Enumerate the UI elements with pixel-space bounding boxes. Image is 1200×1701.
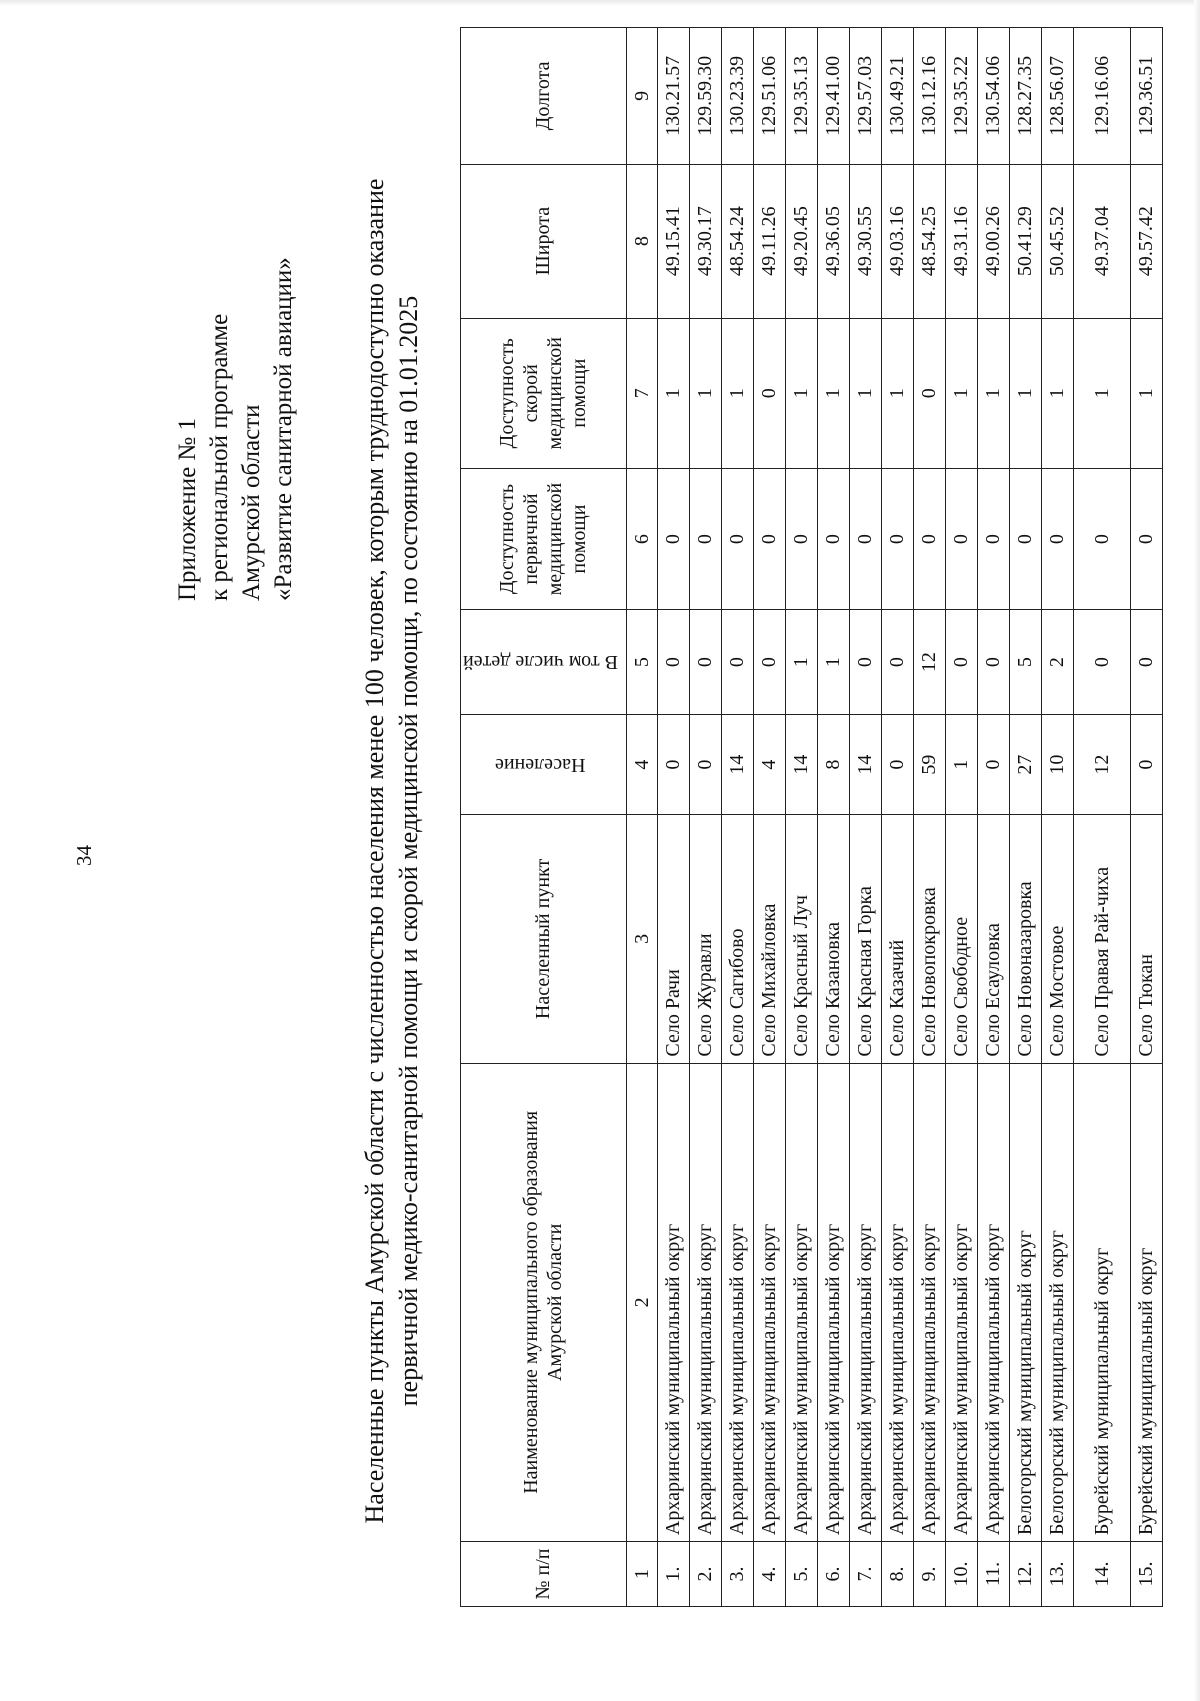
- cell-settlement: Село Михайловка: [753, 815, 785, 1063]
- cell-row-num: 13.: [1041, 1542, 1073, 1607]
- cell-children: 12: [913, 610, 945, 715]
- cell-municipality: Архаринский муниципальный округ: [977, 1063, 1009, 1541]
- cell-settlement: Село Новопокровка: [913, 815, 945, 1063]
- cell-latitude: 49.30.17: [689, 164, 721, 318]
- cell-children: 0: [881, 610, 913, 715]
- cell-latitude: 49.36.05: [817, 164, 849, 318]
- cell-row-num: 1.: [657, 1542, 689, 1607]
- cell-children: 0: [657, 610, 689, 715]
- cell-primary-care: 0: [945, 468, 977, 609]
- cell-children: 5: [1009, 610, 1041, 715]
- title-line-2: первичной медико-санитарной помощи и скорой медицинской помощи, по состоянию на 01.01.2025: [394, 295, 423, 1407]
- cell-population: 0: [881, 715, 913, 815]
- cell-settlement: Село Красный Луч: [785, 815, 817, 1063]
- cell-ambulance: 0: [913, 318, 945, 468]
- cell-population: 1: [945, 715, 977, 815]
- header-num: № п/п: [461, 1542, 627, 1607]
- cell-longitude: 128.56.07: [1041, 28, 1073, 165]
- cell-latitude: 49.03.16: [881, 164, 913, 318]
- column-index-row: [626, 28, 657, 1607]
- cell-municipality: Архаринский муниципальный округ: [849, 1063, 881, 1541]
- cell-settlement: Село Казачий: [881, 815, 913, 1063]
- cell-primary-care: 0: [657, 468, 689, 609]
- page-number: 34: [72, 845, 96, 866]
- appendix-line: к региональной программе: [206, 313, 233, 601]
- cell-municipality: Архаринский муниципальный округ: [657, 1063, 689, 1541]
- cell-population: 4: [753, 715, 785, 815]
- cell-population: 8: [817, 715, 849, 815]
- cell-primary-care: 0: [1009, 468, 1041, 609]
- cell-ambulance: 0: [753, 318, 785, 468]
- cell-longitude: 129.59.30: [689, 28, 721, 165]
- cell-population: 10: [1041, 715, 1073, 815]
- header-settlement: Населенный пункт: [461, 815, 627, 1063]
- cell-longitude: 130.21.57: [657, 28, 689, 165]
- cell-longitude: 128.27.35: [1009, 28, 1041, 165]
- header-longitude: Долгота: [461, 28, 627, 165]
- cell-primary-care: 0: [881, 468, 913, 609]
- index-cell: 6: [626, 468, 657, 609]
- cell-latitude: 49.15.41: [657, 164, 689, 318]
- cell-longitude: 130.23.39: [721, 28, 753, 165]
- cell-longitude: 129.36.51: [1130, 28, 1162, 165]
- settlements-table: [460, 27, 1163, 1607]
- cell-population: 0: [657, 715, 689, 815]
- table-row: [721, 28, 753, 1607]
- table-row: [1073, 28, 1130, 1607]
- cell-ambulance: 1: [785, 318, 817, 468]
- cell-ambulance: 1: [721, 318, 753, 468]
- cell-children: 0: [753, 610, 785, 715]
- cell-population: 14: [849, 715, 881, 815]
- cell-row-num: 3.: [721, 1542, 753, 1607]
- cell-latitude: 49.37.04: [1073, 164, 1130, 318]
- index-cell: 1: [626, 1542, 657, 1607]
- cell-population: 59: [913, 715, 945, 815]
- cell-primary-care: 0: [1041, 468, 1073, 609]
- cell-municipality: Белогорский муниципальный округ: [1041, 1063, 1073, 1541]
- cell-ambulance: 1: [977, 318, 1009, 468]
- header-ambulance: Доступность скорой медицинской помощи: [461, 318, 627, 468]
- cell-municipality: Архаринский муниципальный округ: [945, 1063, 977, 1541]
- cell-longitude: 129.35.22: [945, 28, 977, 165]
- cell-municipality: Бурейский муниципальный округ: [1130, 1063, 1162, 1541]
- cell-latitude: 50.45.52: [1041, 164, 1073, 318]
- cell-row-num: 5.: [785, 1542, 817, 1607]
- table-row: [785, 28, 817, 1607]
- cell-settlement: Село Тюкан: [1130, 815, 1162, 1063]
- table-row: [945, 28, 977, 1607]
- cell-municipality: Архаринский муниципальный округ: [689, 1063, 721, 1541]
- cell-ambulance: 1: [849, 318, 881, 468]
- table-row: [881, 28, 913, 1607]
- cell-primary-care: 0: [1073, 468, 1130, 609]
- cell-longitude: 129.35.13: [785, 28, 817, 165]
- header-population: Население: [461, 715, 627, 815]
- table-header-row: [461, 28, 627, 1607]
- cell-ambulance: 1: [1041, 318, 1073, 468]
- cell-latitude: 49.30.55: [849, 164, 881, 318]
- table-row: [849, 28, 881, 1607]
- index-cell: 7: [626, 318, 657, 468]
- table-row: [689, 28, 721, 1607]
- cell-settlement: Село Правая Рай-чиха: [1073, 815, 1130, 1063]
- cell-longitude: 129.16.06: [1073, 28, 1130, 165]
- cell-primary-care: 0: [753, 468, 785, 609]
- cell-children: 1: [785, 610, 817, 715]
- cell-ambulance: 1: [1130, 318, 1162, 468]
- cell-primary-care: 0: [721, 468, 753, 609]
- cell-ambulance: 1: [657, 318, 689, 468]
- table-row: [977, 28, 1009, 1607]
- cell-settlement: Село Сагибово: [721, 815, 753, 1063]
- cell-settlement: Село Журавли: [689, 815, 721, 1063]
- appendix-line: «Развитие санитарной авиации»: [270, 257, 297, 601]
- cell-ambulance: 1: [1009, 318, 1041, 468]
- cell-municipality: Архаринский муниципальный округ: [785, 1063, 817, 1541]
- cell-primary-care: 0: [785, 468, 817, 609]
- cell-row-num: 9.: [913, 1542, 945, 1607]
- cell-longitude: 129.51.06: [753, 28, 785, 165]
- cell-longitude: 130.12.16: [913, 28, 945, 165]
- cell-row-num: 7.: [849, 1542, 881, 1607]
- index-cell: 9: [626, 28, 657, 165]
- appendix-line: Амурской области: [238, 404, 265, 601]
- cell-settlement: Село Мостовое: [1041, 815, 1073, 1063]
- cell-municipality: Архаринский муниципальный округ: [817, 1063, 849, 1541]
- cell-primary-care: 0: [817, 468, 849, 609]
- cell-children: 0: [721, 610, 753, 715]
- cell-population: 14: [785, 715, 817, 815]
- cell-children: 0: [977, 610, 1009, 715]
- cell-settlement: Село Казановка: [817, 815, 849, 1063]
- cell-ambulance: 1: [1073, 318, 1130, 468]
- cell-municipality: Архаринский муниципальный округ: [913, 1063, 945, 1541]
- cell-primary-care: 0: [977, 468, 1009, 609]
- cell-settlement: Село Красная Горка: [849, 815, 881, 1063]
- cell-latitude: 50.41.29: [1009, 164, 1041, 318]
- cell-children: 2: [1041, 610, 1073, 715]
- cell-population: 12: [1073, 715, 1130, 815]
- cell-children: 0: [1130, 610, 1162, 715]
- cell-children: 0: [849, 610, 881, 715]
- cell-latitude: 48.54.24: [721, 164, 753, 318]
- appendix-block: [172, 257, 300, 601]
- table-row: [657, 28, 689, 1607]
- index-cell: 5: [626, 610, 657, 715]
- cell-row-num: 10.: [945, 1542, 977, 1607]
- cell-population: 0: [977, 715, 1009, 815]
- cell-municipality: Белогорский муниципальный округ: [1009, 1063, 1041, 1541]
- cell-population: 0: [689, 715, 721, 815]
- cell-children: 0: [689, 610, 721, 715]
- cell-latitude: 49.11.26: [753, 164, 785, 318]
- table-row: [1130, 28, 1162, 1607]
- cell-ambulance: 1: [689, 318, 721, 468]
- cell-settlement: Село Новоназаровка: [1009, 815, 1041, 1063]
- cell-settlement: Село Свободное: [945, 815, 977, 1063]
- header-primary-care: Доступность первичной медицинской помощи: [461, 468, 627, 609]
- cell-children: 0: [945, 610, 977, 715]
- cell-children: 1: [817, 610, 849, 715]
- title-line-1: Населенные пункты Амурской области с численностью населения менее 100 человек, которым труднодоступно оказание: [360, 178, 389, 1524]
- cell-municipality: Архаринский муниципальный округ: [721, 1063, 753, 1541]
- cell-municipality: Архаринский муниципальный округ: [881, 1063, 913, 1541]
- cell-settlement: Село Есауловка: [977, 815, 1009, 1063]
- cell-municipality: Архаринский муниципальный округ: [753, 1063, 785, 1541]
- cell-longitude: 130.49.21: [881, 28, 913, 165]
- cell-children: 0: [1073, 610, 1130, 715]
- cell-latitude: 49.31.16: [945, 164, 977, 318]
- cell-longitude: 129.57.03: [849, 28, 881, 165]
- cell-longitude: 130.54.06: [977, 28, 1009, 165]
- cell-latitude: 49.57.42: [1130, 164, 1162, 318]
- header-municipality: Наименование муниципального образования Амурской области: [461, 1063, 627, 1541]
- cell-latitude: 49.00.26: [977, 164, 1009, 318]
- cell-row-num: 8.: [881, 1542, 913, 1607]
- table-row: [913, 28, 945, 1607]
- cell-ambulance: 1: [881, 318, 913, 468]
- cell-population: 0: [1130, 715, 1162, 815]
- cell-settlement: Село Рачи: [657, 815, 689, 1063]
- index-cell: 8: [626, 164, 657, 318]
- cell-row-num: 4.: [753, 1542, 785, 1607]
- cell-row-num: 11.: [977, 1542, 1009, 1607]
- table-row: [1009, 28, 1041, 1607]
- cell-latitude: 49.20.45: [785, 164, 817, 318]
- cell-ambulance: 1: [945, 318, 977, 468]
- cell-row-num: 12.: [1009, 1542, 1041, 1607]
- index-cell: 4: [626, 715, 657, 815]
- table-row: [817, 28, 849, 1607]
- cell-row-num: 15.: [1130, 1542, 1162, 1607]
- cell-ambulance: 1: [817, 318, 849, 468]
- cell-row-num: 6.: [817, 1542, 849, 1607]
- cell-population: 27: [1009, 715, 1041, 815]
- cell-primary-care: 0: [689, 468, 721, 609]
- cell-latitude: 48.54.25: [913, 164, 945, 318]
- cell-primary-care: 0: [849, 468, 881, 609]
- cell-primary-care: 0: [913, 468, 945, 609]
- header-latitude: Широта: [461, 164, 627, 318]
- table-row: [1041, 28, 1073, 1607]
- header-children: В том числе детей: [461, 610, 627, 715]
- index-cell: 2: [626, 1063, 657, 1541]
- index-cell: 3: [626, 815, 657, 1063]
- cell-municipality: Бурейский муниципальный округ: [1073, 1063, 1130, 1541]
- cell-population: 14: [721, 715, 753, 815]
- document-title: [358, 61, 426, 1641]
- appendix-line: Приложение № 1: [174, 417, 201, 601]
- cell-primary-care: 0: [1130, 468, 1162, 609]
- cell-row-num: 14.: [1073, 1542, 1130, 1607]
- cell-row-num: 2.: [689, 1542, 721, 1607]
- cell-longitude: 129.41.00: [817, 28, 849, 165]
- table-row: [753, 28, 785, 1607]
